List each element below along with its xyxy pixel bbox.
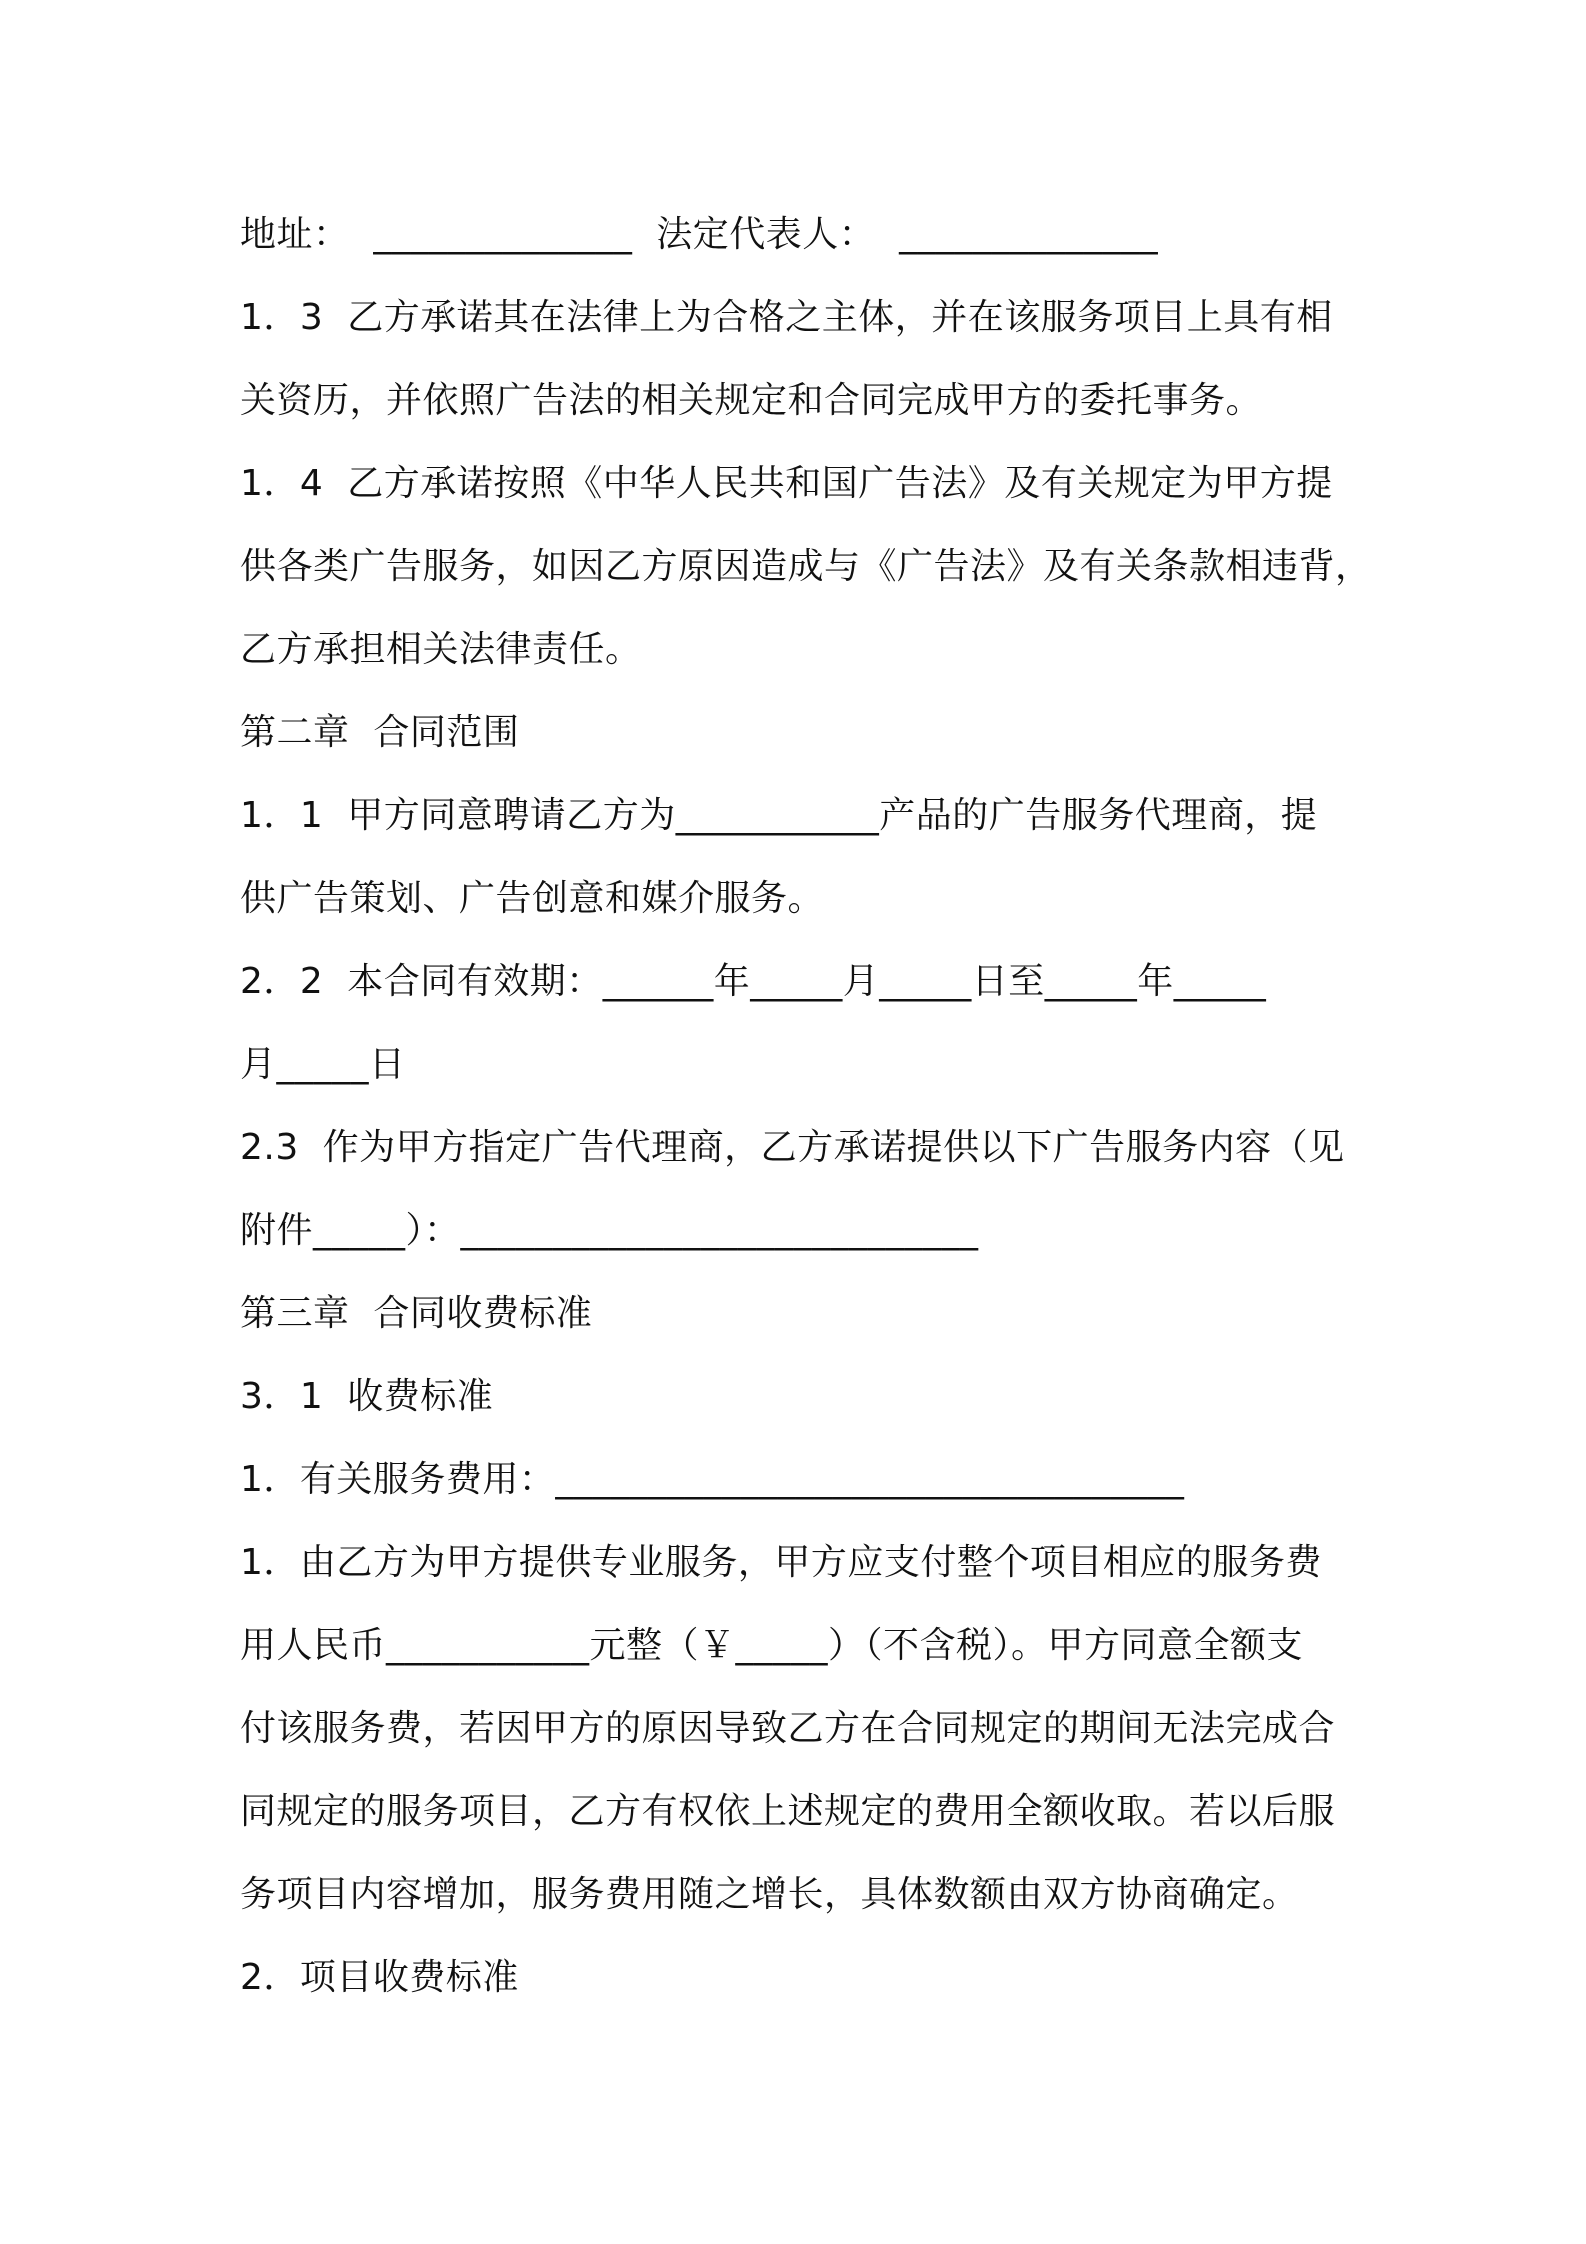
clause-2-1-line-1: 1．1 甲方同意聘请乙方为___________产品的广告服务代理商，提 <box>240 795 1318 836</box>
clause-3-1-heading: 3．1 收费标准 <box>240 1376 494 1417</box>
clause-2-1-line-2: 供广告策划、广告创意和媒介服务。 <box>240 878 825 919</box>
fee-paragraph-line-2: 用人民币___________元整（￥_____）（不含税）。甲方同意全额支 <box>240 1625 1304 1666</box>
clause-2-2-line-1: 2．2 本合同有效期：______年_____月_____日至_____年_____ <box>240 961 1267 1002</box>
project-fee-heading: 2．项目收费标准 <box>240 1957 519 1998</box>
fee-paragraph-line-4: 同规定的服务项目，乙方有权依上述规定的费用全额收取。若以后服 <box>240 1791 1336 1832</box>
clause-1-4-line-1: 1．4 乙方承诺按照《中华人民共和国广告法》及有关规定为甲方提 <box>240 463 1333 504</box>
fee-paragraph-line-3: 付该服务费，若因甲方的原因导致乙方在合同规定的期间无法完成合 <box>240 1708 1336 1749</box>
chapter-3-heading: 第三章 合同收费标准 <box>240 1293 593 1334</box>
service-fee-line: 1．有关服务费用：__________________________________ <box>240 1459 1185 1500</box>
clause-1-3-line-2: 关资历，并依照广告法的相关规定和合同完成甲方的委托事务。 <box>240 380 1263 421</box>
clause-2-2-line-2: 月_____日 <box>240 1044 406 1085</box>
fee-paragraph-line-1: 1．由乙方为甲方提供专业服务，甲方应支付整个项目相应的服务费 <box>240 1542 1322 1583</box>
clause-1-4-line-2: 供各类广告服务，如因乙方原因造成与《广告法》及有关条款相违背， <box>240 546 1372 587</box>
fee-paragraph-line-5: 务项目内容增加，服务费用随之增长，具体数额由双方协商确定。 <box>240 1874 1299 1915</box>
clause-2-3-line-2: 附件_____）：____________________________ <box>240 1210 979 1251</box>
address-legal-rep-line: 地址： ______________ 法定代表人： ______________ <box>240 214 1159 255</box>
clause-1-3-line-1: 1．3 乙方承诺其在法律上为合格之主体，并在该服务项目上具有相 <box>240 297 1333 338</box>
clause-1-4-line-3: 乙方承担相关法律责任。 <box>240 629 642 670</box>
clause-2-3-line-1: 2.3 作为甲方指定广告代理商，乙方承诺提供以下广告服务内容（见 <box>240 1127 1345 1168</box>
chapter-2-heading: 第二章 合同范围 <box>240 712 520 753</box>
